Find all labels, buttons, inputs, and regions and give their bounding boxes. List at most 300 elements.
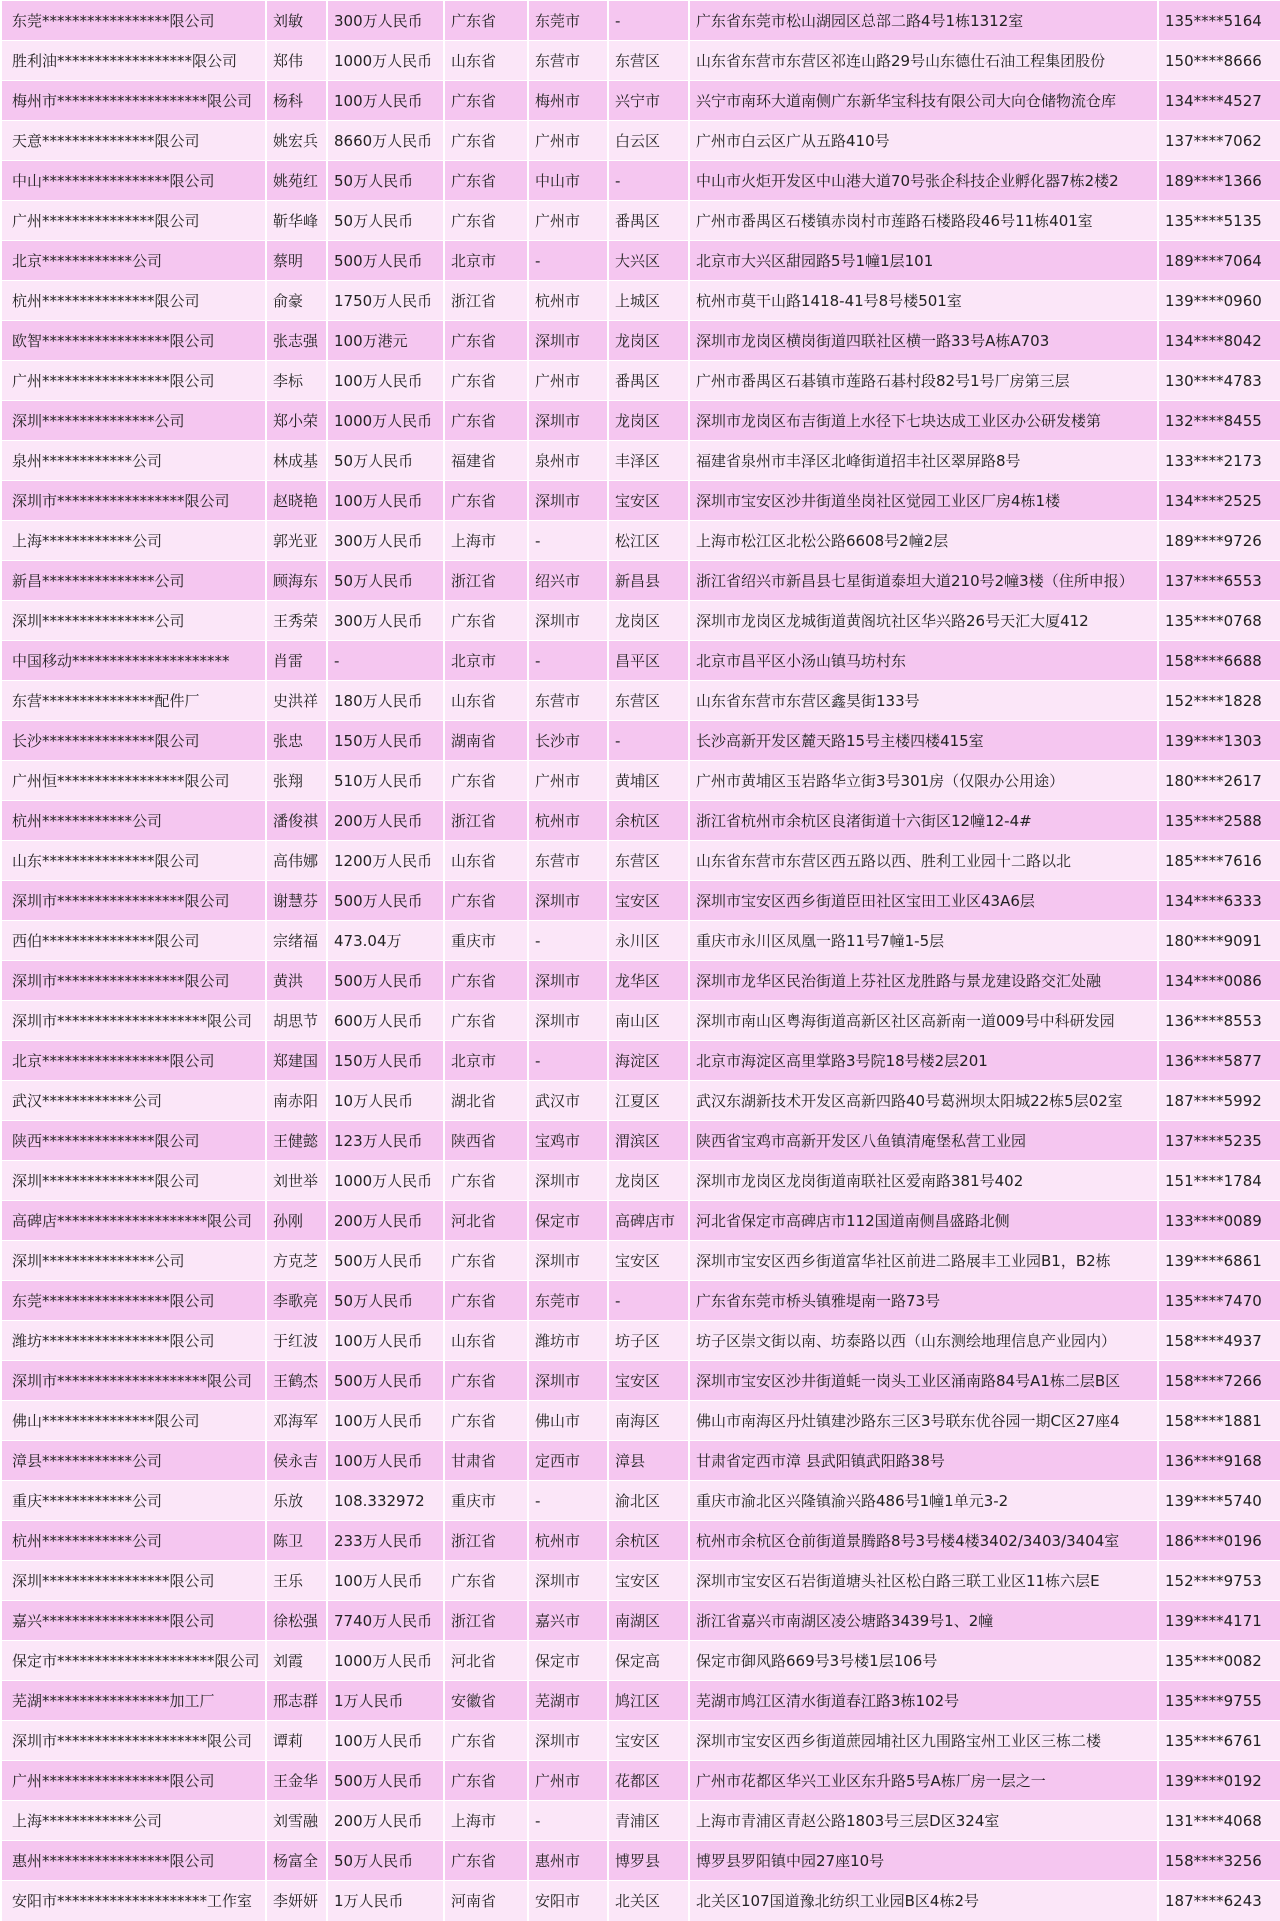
company-name-cell: 漳县************公司 [1,1441,266,1481]
capital-cell: 600万人民币 [327,1001,444,1041]
city-cell: 深圳市 [528,1001,608,1041]
contact-name-cell: 王秀荣 [266,601,327,641]
district-cell: 龙华区 [608,961,689,1001]
phone-cell: 137****7062 [1158,121,1280,161]
address-cell: 深圳市宝安区石岩街道塘头社区松白路三联工业区11栋六层E [689,1561,1158,1601]
capital-cell: 300万人民币 [327,601,444,641]
company-name-cell: 杭州************公司 [1,801,266,841]
contact-name-cell: 张忠 [266,721,327,761]
address-cell: 深圳市龙岗区龙城街道黄阁坑社区华兴路26号天汇大厦412 [689,601,1158,641]
contact-name-cell: 郑建国 [266,1041,327,1081]
capital-cell: 50万人民币 [327,1281,444,1321]
phone-cell: 139****0192 [1158,1761,1280,1801]
city-cell: 深圳市 [528,601,608,641]
address-cell: 山东省东营市东营区西五路以西、胜利工业园十二路以北 [689,841,1158,881]
district-cell: - [608,161,689,201]
company-name-cell: 陕西***************限公司 [1,1121,266,1161]
capital-cell: 100万人民币 [327,1561,444,1601]
city-cell: 广州市 [528,1761,608,1801]
province-cell: 广东省 [444,1361,528,1401]
city-cell: 武汉市 [528,1081,608,1121]
company-name-cell: 新昌***************公司 [1,561,266,601]
table-row [1,1601,1280,1641]
capital-cell: 500万人民币 [327,1241,444,1281]
company-name-cell: 深圳市********************限公司 [1,1361,266,1401]
phone-cell: 135****7470 [1158,1281,1280,1321]
contact-name-cell: 乐放 [266,1481,327,1521]
company-name-cell: 深圳市*****************限公司 [1,961,266,1001]
phone-cell: 185****7616 [1158,841,1280,881]
capital-cell: 180万人民币 [327,681,444,721]
company-name-cell: 深圳***************公司 [1,401,266,441]
table-row [1,321,1280,361]
phone-cell: 158****1881 [1158,1401,1280,1441]
company-name-cell: 高碑店********************限公司 [1,1201,266,1241]
city-cell: 深圳市 [528,321,608,361]
contact-name-cell: 黄洪 [266,961,327,1001]
contact-name-cell: 郑小荣 [266,401,327,441]
company-name-cell: 深圳***************公司 [1,601,266,641]
address-cell: 兴宁市南环大道南侧广东新华宝科技有限公司大向仓储物流仓库 [689,81,1158,121]
province-cell: 广东省 [444,161,528,201]
district-cell: 漳县 [608,1441,689,1481]
address-cell: 浙江省绍兴市新昌县七星街道泰坦大道210号2幢3楼（住所申报） [689,561,1158,601]
province-cell: 浙江省 [444,1601,528,1641]
contact-name-cell: 刘霞 [266,1641,327,1681]
address-cell: 上海市松江区北松公路6608号2幢2层 [689,521,1158,561]
table-row [1,1201,1280,1241]
contact-name-cell: 顾海东 [266,561,327,601]
phone-cell: 139****4171 [1158,1601,1280,1641]
district-cell: 宝安区 [608,1721,689,1761]
contact-name-cell: 王乐 [266,1561,327,1601]
table-row [1,281,1280,321]
province-cell: 北京市 [444,641,528,681]
company-name-cell: 欧智*****************限公司 [1,321,266,361]
contact-name-cell: 王健懿 [266,1121,327,1161]
table-row [1,1481,1280,1521]
province-cell: 广东省 [444,1761,528,1801]
contact-name-cell: 靳华峰 [266,201,327,241]
table-row [1,201,1280,241]
table-row [1,1761,1280,1801]
table-row [1,841,1280,881]
phone-cell: 135****2588 [1158,801,1280,841]
capital-cell: 100万人民币 [327,1441,444,1481]
address-cell: 深圳市宝安区沙井街道坐岗社区觉园工业区厂房4栋1楼 [689,481,1158,521]
city-cell: - [528,241,608,281]
district-cell: 新昌县 [608,561,689,601]
capital-cell: 50万人民币 [327,201,444,241]
district-cell: 博罗县 [608,1841,689,1881]
district-cell: 东营区 [608,681,689,721]
city-cell: 杭州市 [528,801,608,841]
province-cell: 湖北省 [444,1081,528,1121]
province-cell: 广东省 [444,1841,528,1881]
province-cell: 浙江省 [444,561,528,601]
capital-cell: 1200万人民币 [327,841,444,881]
contact-name-cell: 史洪祥 [266,681,327,721]
province-cell: 广东省 [444,761,528,801]
city-cell: 广州市 [528,201,608,241]
phone-cell: 187****6243 [1158,1881,1280,1921]
capital-cell: 1万人民币 [327,1681,444,1721]
city-cell: 保定市 [528,1641,608,1681]
company-name-cell: 上海************公司 [1,1801,266,1841]
capital-cell: 500万人民币 [327,881,444,921]
capital-cell: 50万人民币 [327,441,444,481]
city-cell: 佛山市 [528,1401,608,1441]
contact-name-cell: 谭莉 [266,1721,327,1761]
table-row [1,721,1280,761]
city-cell: 绍兴市 [528,561,608,601]
province-cell: 湖南省 [444,721,528,761]
district-cell: 北关区 [608,1881,689,1921]
table-row [1,1001,1280,1041]
contact-name-cell: 王鹤杰 [266,1361,327,1401]
capital-cell: 1000万人民币 [327,1161,444,1201]
table-row [1,761,1280,801]
district-cell: 丰泽区 [608,441,689,481]
table-row [1,1,1280,41]
address-cell: 北京市昌平区小汤山镇马坊村东 [689,641,1158,681]
address-cell: 福建省泉州市丰泽区北峰街道招丰社区翠屏路8号 [689,441,1158,481]
province-cell: 广东省 [444,881,528,921]
province-cell: 山东省 [444,681,528,721]
table-row [1,1241,1280,1281]
district-cell: 番禺区 [608,201,689,241]
table-row [1,1521,1280,1561]
district-cell: 东营区 [608,41,689,81]
phone-cell: 152****9753 [1158,1561,1280,1601]
city-cell: 广州市 [528,121,608,161]
table-row [1,1401,1280,1441]
company-name-cell: 北京*****************限公司 [1,1041,266,1081]
phone-cell: 137****5235 [1158,1121,1280,1161]
district-cell: - [608,721,689,761]
city-cell: 深圳市 [528,481,608,521]
address-cell: 深圳市龙岗区布吉街道上水径下七块达成工业区办公研发楼第 [689,401,1158,441]
phone-cell: 134****4527 [1158,81,1280,121]
address-cell: 陕西省宝鸡市高新开发区八鱼镇清庵堡私营工业园 [689,1121,1158,1161]
district-cell: 上城区 [608,281,689,321]
capital-cell: 300万人民币 [327,521,444,561]
table-row [1,241,1280,281]
contact-name-cell: 邢志群 [266,1681,327,1721]
address-cell: 杭州市余杭区仓前街道景腾路8号3号楼4楼3402/3403/3404室 [689,1521,1158,1561]
city-cell: 芜湖市 [528,1681,608,1721]
contact-name-cell: 李歌亮 [266,1281,327,1321]
table-row [1,521,1280,561]
phone-cell: 132****8455 [1158,401,1280,441]
phone-cell: 135****6761 [1158,1721,1280,1761]
company-name-cell: 中山*****************限公司 [1,161,266,201]
district-cell: 东营区 [608,841,689,881]
table-row [1,921,1280,961]
contact-name-cell: 姚宏兵 [266,121,327,161]
capital-cell: 150万人民币 [327,721,444,761]
address-cell: 长沙高新开发区麓天路15号主楼四楼415室 [689,721,1158,761]
contact-name-cell: 张志强 [266,321,327,361]
district-cell: 宝安区 [608,881,689,921]
contact-name-cell: 徐松强 [266,1601,327,1641]
province-cell: 广东省 [444,481,528,521]
contact-name-cell: 俞豪 [266,281,327,321]
table-row [1,81,1280,121]
province-cell: 广东省 [444,81,528,121]
contact-name-cell: 宗绪福 [266,921,327,961]
address-cell: 北关区107国道豫北纺织工业园B区4栋2号 [689,1881,1158,1921]
address-cell: 浙江省嘉兴市南湖区凌公塘路3439号1、2幢 [689,1601,1158,1641]
contact-name-cell: 肖雷 [266,641,327,681]
city-cell: 杭州市 [528,1521,608,1561]
district-cell: 龙岗区 [608,401,689,441]
district-cell: 江夏区 [608,1081,689,1121]
company-name-cell: 广州恒*****************限公司 [1,761,266,801]
district-cell: 兴宁市 [608,81,689,121]
province-cell: 上海市 [444,1801,528,1841]
phone-cell: 158****3256 [1158,1841,1280,1881]
address-cell: 深圳市龙华区民治街道上芬社区龙胜路与景龙建设路交汇处融 [689,961,1158,1001]
city-cell: 惠州市 [528,1841,608,1881]
city-cell: 广州市 [528,761,608,801]
table-row [1,1321,1280,1361]
company-name-cell: 东莞*****************限公司 [1,1,266,41]
table-row [1,361,1280,401]
city-cell: 东营市 [528,681,608,721]
phone-cell: 135****9755 [1158,1681,1280,1721]
city-cell: 广州市 [528,361,608,401]
city-cell: 深圳市 [528,1561,608,1601]
phone-cell: 187****5992 [1158,1081,1280,1121]
company-name-cell: 嘉兴*****************限公司 [1,1601,266,1641]
capital-cell: 100万港元 [327,321,444,361]
capital-cell: 8660万人民币 [327,121,444,161]
capital-cell: 50万人民币 [327,1841,444,1881]
province-cell: 广东省 [444,1001,528,1041]
province-cell: 广东省 [444,601,528,641]
contact-name-cell: 刘敏 [266,1,327,41]
city-cell: 深圳市 [528,881,608,921]
capital-cell: 7740万人民币 [327,1601,444,1641]
company-name-cell: 杭州************公司 [1,1521,266,1561]
capital-cell: 500万人民币 [327,1361,444,1401]
district-cell: 黄埔区 [608,761,689,801]
city-cell: 安阳市 [528,1881,608,1921]
table-row [1,1041,1280,1081]
province-cell: 广东省 [444,1401,528,1441]
address-cell: 山东省东营市东营区鑫昊街133号 [689,681,1158,721]
city-cell: 潍坊市 [528,1321,608,1361]
city-cell: 东营市 [528,41,608,81]
district-cell: 花都区 [608,1761,689,1801]
address-cell: 广东省东莞市桥头镇雅堤南一路73号 [689,1281,1158,1321]
capital-cell: 100万人民币 [327,361,444,401]
capital-cell: 100万人民币 [327,481,444,521]
company-name-cell: 深圳***************限公司 [1,1161,266,1201]
phone-cell: 136****5877 [1158,1041,1280,1081]
capital-cell: 108.332972 [327,1481,444,1521]
contact-name-cell: 高伟娜 [266,841,327,881]
phone-cell: 134****0086 [1158,961,1280,1001]
province-cell: 广东省 [444,361,528,401]
district-cell: 坊子区 [608,1321,689,1361]
city-cell: 长沙市 [528,721,608,761]
province-cell: 山东省 [444,841,528,881]
district-cell: 鸠江区 [608,1681,689,1721]
contact-name-cell: 郑伟 [266,41,327,81]
capital-cell: - [327,641,444,681]
company-name-cell: 东莞*****************限公司 [1,1281,266,1321]
address-cell: 佛山市南海区丹灶镇建沙路东三区3号联东优谷园一期C区27座4 [689,1401,1158,1441]
phone-cell: 136****8553 [1158,1001,1280,1041]
phone-cell: 189****1366 [1158,161,1280,201]
contact-name-cell: 侯永吉 [266,1441,327,1481]
city-cell: 东莞市 [528,1281,608,1321]
company-name-cell: 安阳市********************工作室 [1,1881,266,1921]
address-cell: 上海市青浦区青赵公路1803号三层D区324室 [689,1801,1158,1841]
capital-cell: 500万人民币 [327,241,444,281]
contact-name-cell: 邓海军 [266,1401,327,1441]
table-row [1,561,1280,601]
district-cell: 番禺区 [608,361,689,401]
province-cell: 山东省 [444,1321,528,1361]
table-row [1,161,1280,201]
city-cell: 定西市 [528,1441,608,1481]
phone-cell: 131****4068 [1158,1801,1280,1841]
contact-name-cell: 刘世举 [266,1161,327,1201]
table-row [1,401,1280,441]
phone-cell: 186****0196 [1158,1521,1280,1561]
capital-cell: 100万人民币 [327,1321,444,1361]
province-cell: 甘肃省 [444,1441,528,1481]
contact-name-cell: 姚苑红 [266,161,327,201]
company-name-cell: 惠州*****************限公司 [1,1841,266,1881]
table-row [1,1841,1280,1881]
company-name-cell: 佛山***************限公司 [1,1401,266,1441]
phone-cell: 189****7064 [1158,241,1280,281]
table-row [1,881,1280,921]
company-name-cell: 长沙***************限公司 [1,721,266,761]
company-name-cell: 上海************公司 [1,521,266,561]
address-cell: 武汉东湖新技术开发区高新四路40号葛洲坝太阳城22栋5层02室 [689,1081,1158,1121]
contact-name-cell: 杨科 [266,81,327,121]
province-cell: 河北省 [444,1641,528,1681]
contact-name-cell: 张翔 [266,761,327,801]
table-row [1,1721,1280,1761]
province-cell: 广东省 [444,961,528,1001]
capital-cell: 50万人民币 [327,561,444,601]
capital-cell: 200万人民币 [327,1801,444,1841]
table-row [1,1441,1280,1481]
province-cell: 广东省 [444,321,528,361]
province-cell: 重庆市 [444,921,528,961]
province-cell: 浙江省 [444,1521,528,1561]
phone-cell: 134****2525 [1158,481,1280,521]
company-name-cell: 芜湖*****************加工厂 [1,1681,266,1721]
capital-cell: 473.04万 [327,921,444,961]
table-row [1,1161,1280,1201]
table-body [1,1,1280,1921]
city-cell: 东莞市 [528,1,608,41]
phone-cell: 158****7266 [1158,1361,1280,1401]
phone-cell: 152****1828 [1158,681,1280,721]
phone-cell: 133****0089 [1158,1201,1280,1241]
district-cell: 宝安区 [608,481,689,521]
province-cell: 安徽省 [444,1681,528,1721]
table-row [1,601,1280,641]
table-row [1,961,1280,1001]
contact-name-cell: 于红波 [266,1321,327,1361]
capital-cell: 50万人民币 [327,161,444,201]
province-cell: 广东省 [444,401,528,441]
contact-name-cell: 王金华 [266,1761,327,1801]
capital-cell: 100万人民币 [327,1721,444,1761]
city-cell: - [528,1801,608,1841]
table-row [1,641,1280,681]
company-name-cell: 西伯***************限公司 [1,921,266,961]
address-cell: 河北省保定市高碑店市112国道南侧昌盛路北侧 [689,1201,1158,1241]
district-cell: - [608,1281,689,1321]
capital-cell: 10万人民币 [327,1081,444,1121]
province-cell: 广东省 [444,1281,528,1321]
capital-cell: 123万人民币 [327,1121,444,1161]
province-cell: 重庆市 [444,1481,528,1521]
contact-name-cell: 杨富全 [266,1841,327,1881]
contact-name-cell: 刘雪融 [266,1801,327,1841]
capital-cell: 233万人民币 [327,1521,444,1561]
phone-cell: 134****8042 [1158,321,1280,361]
table-row [1,1641,1280,1681]
address-cell: 保定市御风路669号3号楼1层106号 [689,1641,1158,1681]
table-row [1,121,1280,161]
district-cell: 松江区 [608,521,689,561]
company-name-cell: 杭州***************限公司 [1,281,266,321]
capital-cell: 500万人民币 [327,961,444,1001]
phone-cell: 134****6333 [1158,881,1280,921]
contact-name-cell: 赵晓艳 [266,481,327,521]
address-cell: 重庆市渝北区兴隆镇渝兴路486号1幢1单元3-2 [689,1481,1158,1521]
table-row [1,1361,1280,1401]
phone-cell: 158****4937 [1158,1321,1280,1361]
company-name-cell: 中国移动********************* [1,641,266,681]
phone-cell: 135****5164 [1158,1,1280,41]
province-cell: 广东省 [444,1561,528,1601]
province-cell: 陕西省 [444,1121,528,1161]
address-cell: 甘肃省定西市漳 县武阳镇武阳路38号 [689,1441,1158,1481]
district-cell: - [608,1,689,41]
district-cell: 南湖区 [608,1601,689,1641]
company-name-cell: 北京************公司 [1,241,266,281]
province-cell: 北京市 [444,241,528,281]
province-cell: 广东省 [444,121,528,161]
district-cell: 南山区 [608,1001,689,1041]
company-name-cell: 泉州************公司 [1,441,266,481]
table-row [1,1801,1280,1841]
contact-name-cell: 潘俊祺 [266,801,327,841]
contact-name-cell: 林成基 [266,441,327,481]
district-cell: 余杭区 [608,801,689,841]
address-cell: 深圳市宝安区西乡街道臣田社区宝田工业区43A6层 [689,881,1158,921]
capital-cell: 150万人民币 [327,1041,444,1081]
capital-cell: 1000万人民币 [327,1641,444,1681]
address-cell: 北京市海淀区高里掌路3号院18号楼2层201 [689,1041,1158,1081]
address-cell: 浙江省杭州市余杭区良渚街道十六街区12幢12-4# [689,801,1158,841]
phone-cell: 136****9168 [1158,1441,1280,1481]
capital-cell: 200万人民币 [327,801,444,841]
phone-cell: 158****6688 [1158,641,1280,681]
address-cell: 深圳市龙岗区龙岗街道南联社区爱南路381号402 [689,1161,1158,1201]
